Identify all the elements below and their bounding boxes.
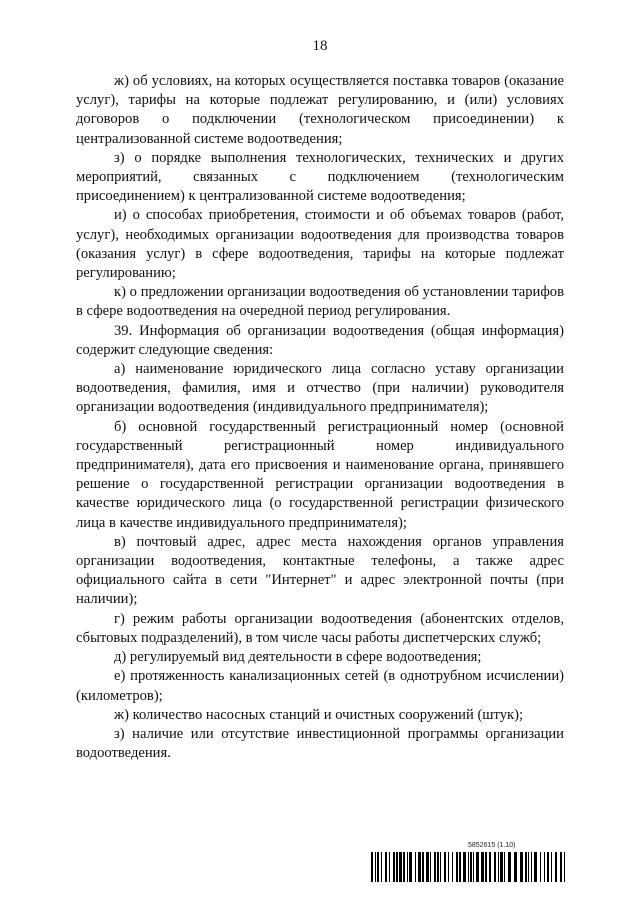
- document-code: 5852615 (1.10): [468, 842, 516, 849]
- paragraph-39: 39. Информация об организации водоотведения (общая информация) содержит следующие сведения:: [76, 322, 564, 358]
- document-body: [76, 72, 564, 763]
- paragraph-39-b: б) основной государственный регистрационный номер (основной государственный регистрационный номер индивидуального предпринимателя), дата его присвоения и наименование органа, принявшего решение о государственной регистрации организации водоотведения в качестве юридического лица (о государственной регистрации физического лица в качестве индивидуального предпринимателя);: [76, 418, 564, 531]
- paragraph-39-a: а) наименование юридического лица согласно уставу организации водоотведения, фамилия, имя и отчество (при наличии) руководителя организации водоотведения (индивидуального предпринимателя);: [76, 361, 564, 416]
- paragraph-39-zh: ж) количество насосных станций и очистных сооружений (штук);: [114, 706, 524, 723]
- paragraph-z: з) о порядке выполнения технологических, технических и других мероприятий, связанных с подключением (технологическим присоединением) к централизованной системе водоотведения;: [76, 149, 564, 205]
- paragraph-39-e: е) протяженность канализационных сетей (в однотрубном исчислении) (километров);: [76, 668, 564, 704]
- paragraph-39-v: в) почтовый адрес, адрес места нахождения органов управления организации водоотведения, контактные телефоны, а также адрес официального сайта в сети "Интернет" и адрес электронной почты (при наличии);: [76, 533, 564, 608]
- barcode-icon: [371, 852, 565, 882]
- paragraph-zh: ж) об условиях, на которых осуществляется поставка товаров (оказание услуг), тарифы на которые подлежат регулированию, и (или) условиях договоров о подключении (технологическом присоединении) к централизованной системе водоотведения;: [76, 73, 564, 147]
- page-number: 18: [312, 38, 328, 54]
- paragraph-i: и) о способах приобретения, стоимости и об объемах товаров (работ, услуг), необходимых организации водоотведения для производства товаров (оказания услуг) в сфере водоотведения, тарифы на которые подлежат регулированию;: [76, 207, 564, 282]
- paragraph-39-z: з) наличие или отсутствие инвестиционной программы организации водоотведения.: [76, 725, 564, 762]
- paragraph-k: к) о предложении организации водоотведения об установлении тарифов в сфере водоотведения на очередной период регулирования.: [76, 284, 564, 320]
- paragraph-39-d: д) регулируемый вид деятельности в сфере водоотведения;: [114, 649, 482, 666]
- paragraph-39-g: г) режим работы организации водоотведения (абонентских отделов, сбытовых подразделений), в том числе часы работы диспетчерских служб;: [76, 610, 564, 646]
